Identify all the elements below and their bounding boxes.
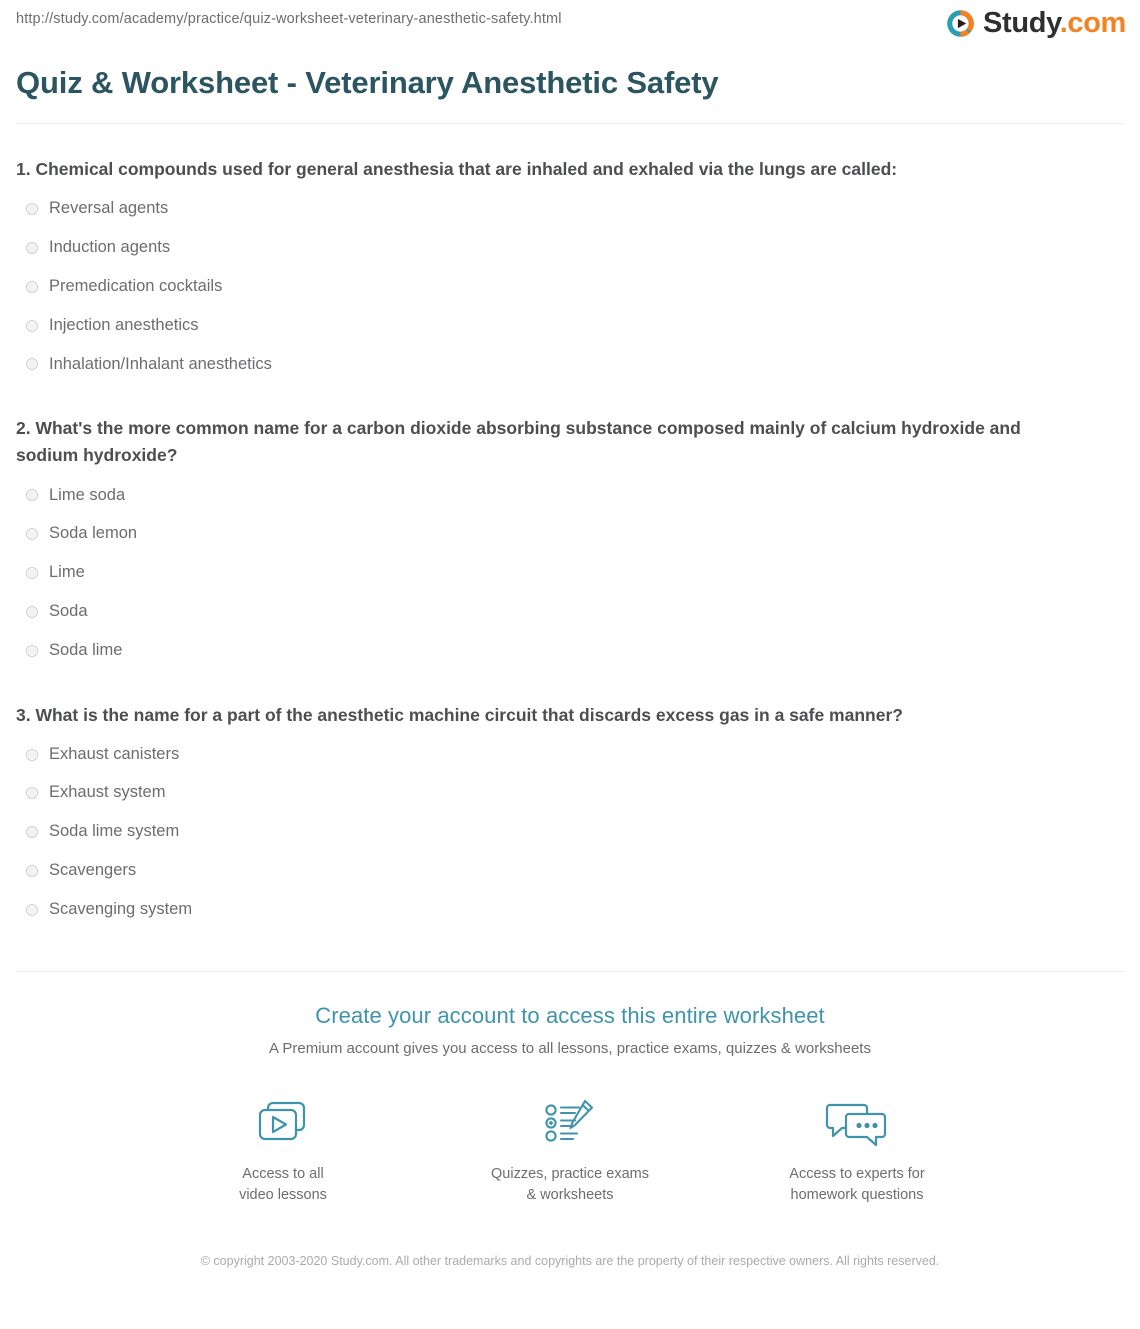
option-label: Soda (49, 601, 88, 620)
feature-quizzes-worksheets (483, 1093, 658, 1206)
radio-button-icon[interactable] (26, 645, 38, 657)
chat-bubbles-icon (770, 1093, 945, 1153)
option-label: Soda lemon (49, 524, 138, 543)
feature-video-lessons (196, 1093, 371, 1206)
question-block (16, 124, 1124, 383)
copyright-text: © copyright 2003-2020 Study.com. All other trademarks and copyrights are the property of their respective owners. All rights reserved. (200, 1254, 940, 1269)
option-label: Injection anesthetics (49, 315, 199, 334)
option-row[interactable] (16, 735, 1124, 774)
option-row[interactable] (16, 592, 1124, 631)
brand-name: Study (983, 7, 1060, 39)
radio-button-icon[interactable] (26, 320, 38, 332)
page-title: Quiz & Worksheet - Veterinary Anesthetic Safety (16, 65, 719, 100)
features-row (0, 1093, 1140, 1206)
option-row[interactable] (16, 514, 1124, 553)
option-label: Induction agents (49, 238, 171, 257)
feature-caption-line2: homework questions (790, 1187, 924, 1204)
feature-caption-line2: & worksheets (526, 1187, 614, 1204)
option-row[interactable] (16, 812, 1124, 851)
option-row[interactable] (16, 553, 1124, 592)
feature-caption-line2: video lessons (239, 1187, 327, 1204)
option-row[interactable] (16, 345, 1124, 384)
question-text: 2. What's the more common name for a carbon dioxide absorbing substance composed mainly of calcium hydroxide and sodium hydroxide? (16, 418, 1021, 466)
option-row[interactable] (16, 631, 1124, 670)
option-label: Inhalation/Inhalant anesthetics (49, 354, 272, 373)
radio-button-icon[interactable] (26, 358, 38, 370)
option-label: Lime (49, 563, 85, 582)
cta-section (0, 972, 1140, 1271)
option-row[interactable] (16, 476, 1124, 515)
option-label: Exhaust system (49, 783, 166, 802)
option-label: Reversal agents (49, 199, 169, 218)
question-block (16, 383, 1124, 669)
option-label: Soda lime (49, 640, 123, 659)
radio-button-icon[interactable] (26, 826, 38, 838)
study-com-logo[interactable] (945, 8, 1126, 39)
cta-subheading: A Premium account gives you access to all lessons, practice exams, quizzes & worksheets (269, 1040, 871, 1058)
option-row[interactable] (16, 306, 1124, 345)
option-row[interactable] (16, 773, 1124, 812)
option-label: Scavengers (49, 861, 137, 880)
radio-button-icon[interactable] (26, 242, 38, 254)
radio-button-icon[interactable] (26, 528, 38, 540)
option-row[interactable] (16, 267, 1124, 306)
option-label: Scavenging system (49, 899, 193, 918)
feature-caption-line1: Access to all (242, 1166, 324, 1183)
url-text: http://study.com/academy/practice/quiz-worksheet-veterinary-anesthetic-safety.html (16, 11, 562, 27)
page-header (0, 0, 1140, 58)
option-label: Lime soda (49, 485, 126, 504)
option-row[interactable] (16, 890, 1124, 929)
radio-button-icon[interactable] (26, 281, 38, 293)
options-list (16, 476, 1124, 670)
options-list (16, 735, 1124, 929)
feature-caption-line1: Access to experts for (789, 1166, 925, 1183)
cta-heading-link[interactable]: Create your account to access this entire worksheet (315, 1002, 825, 1028)
question-text: 1. Chemical compounds used for general anesthesia that are inhaled and exhaled via the lungs are called: (16, 159, 898, 180)
option-row[interactable] (16, 851, 1124, 890)
radio-button-icon[interactable] (26, 489, 38, 501)
question-block (16, 670, 1124, 929)
option-label: Exhaust canisters (49, 744, 180, 763)
radio-button-icon[interactable] (26, 606, 38, 618)
brand-wordmark (983, 9, 1126, 38)
feature-expert-help (770, 1093, 945, 1206)
radio-button-icon[interactable] (26, 567, 38, 579)
radio-button-icon[interactable] (26, 865, 38, 877)
video-lessons-icon (196, 1093, 371, 1153)
option-row[interactable] (16, 189, 1124, 228)
radio-button-icon[interactable] (26, 787, 38, 799)
quiz-worksheet-icon (483, 1093, 658, 1153)
radio-button-icon[interactable] (26, 904, 38, 916)
options-list (16, 189, 1124, 383)
feature-caption (483, 1164, 658, 1206)
brand-suffix: .com (1059, 7, 1126, 39)
feature-caption (196, 1164, 371, 1206)
radio-button-icon[interactable] (26, 749, 38, 761)
question-text: 3. What is the name for a part of the anesthetic machine circuit that discards excess gas in a safe manner? (16, 704, 903, 725)
quiz-container (0, 124, 1140, 928)
feature-caption (770, 1164, 945, 1206)
option-row[interactable] (16, 228, 1124, 267)
option-label: Soda lime system (49, 822, 180, 841)
option-label: Premedication cocktails (49, 276, 223, 295)
feature-caption-line1: Quizzes, practice exams (491, 1166, 649, 1183)
radio-button-icon[interactable] (26, 203, 38, 215)
play-circle-icon (945, 8, 976, 39)
